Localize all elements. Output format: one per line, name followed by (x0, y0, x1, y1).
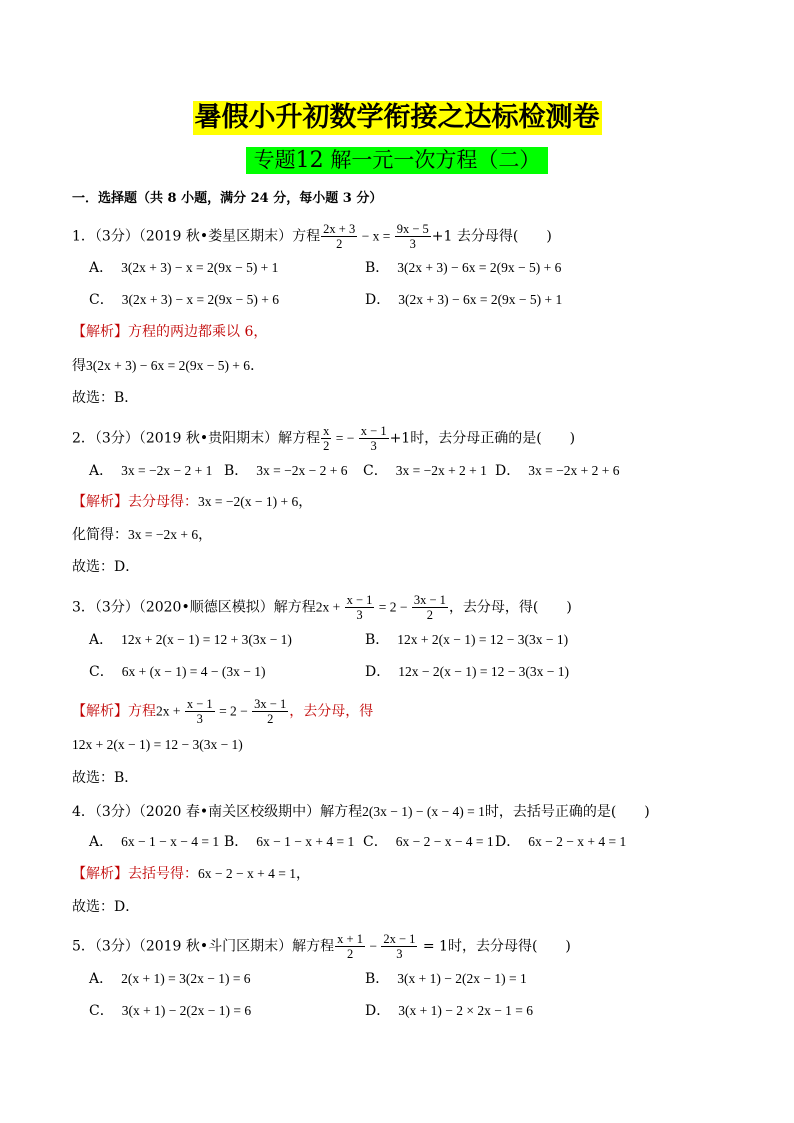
section-heading: 一．选择题（共 8 小题，满分 24 分，每小题 3 分） (72, 191, 383, 206)
q5-option-a: A． 2(x + 1) = 3(2x − 1) = 6 (89, 971, 251, 987)
q4-option-b: B． 6x − 1 − x + 4 = 1 (224, 834, 355, 850)
q5-option-d: D． 3(x + 1) − 2 × 2x − 1 = 6 (365, 1003, 534, 1019)
question-3: 3．（3分）（2020•顺德区模拟）解方程2x + $\frac{x - 1}{3}$ = 2 − $\frac{3x - 1}{2}$ ，去分母，得( ) (72, 593, 572, 622)
fraction: $\frac{2x + 3}{2}$ (323, 222, 356, 251)
q2-analysis-line2: 化简得：3x = −2x + 6， (72, 527, 213, 543)
question-4: 4．（3分）（2020 春•南关区校级期中）解方程2(3x − 1) − (x − 4) = 1时，去括号正确的是( ) (72, 804, 650, 820)
page-subtitle: 专题12 解一元一次方程（二） (246, 147, 549, 174)
q1-option-c: C． 3(2x + 3) − x = 2(9x − 5) + 6 (89, 292, 280, 308)
fraction: $\frac{3x - 1}{2}$ (254, 697, 287, 726)
q3-option-a: A． 12x + 2(x − 1) = 12 + 3(3x − 1) (89, 632, 292, 648)
q4-option-d: D． 6x − 2 − x + 4 = 1 (495, 834, 627, 850)
q5-option-b: B． 3(x + 1) − 2(2x − 1) = 1 (365, 971, 527, 987)
question-1: 1．（3分）（2019 秋•娄星区期末）方程 $\frac{2x + 3}{2}$ − x = $\frac{9x - 5}{3}$ +1 去分母得( ) (72, 222, 552, 251)
question-2: 2．（3分）（2019 秋•贵阳期末）解方程 $\frac{x}{2}$ = − $\frac{x - 1}{3}$ +1时，去分母正确的是( ) (72, 424, 576, 453)
q2-option-c: C． 3x = −2x + 2 + 1 (363, 463, 487, 479)
q2-answer: 故选：D． (72, 559, 140, 575)
page-title: 暑假小升初数学衔接之达标检测卷 (194, 102, 600, 133)
fraction: $\frac{x - 1}{3}$ (186, 697, 213, 726)
fraction: $\frac{x - 1}{3}$ (346, 593, 373, 622)
fraction: $\frac{9x - 5}{3}$ (396, 222, 429, 251)
q3-analysis-line2: 12x + 2(x − 1) = 12 − 3(3x − 1) (72, 737, 243, 752)
q4-analysis: 【解析】去括号得：6x − 2 − x + 4 = 1， (72, 866, 310, 882)
q2-analysis: 【解析】去分母得：3x = −2(x − 1) + 6， (72, 494, 313, 510)
q3-option-c: C． 6x + (x − 1) = 4 − (3x − 1) (89, 664, 266, 680)
q2-option-a: A． 3x = −2x − 2 + 1 (89, 463, 213, 479)
fraction: $\frac{x + 1}{2}$ (337, 932, 363, 961)
q1-analysis: 【解析】方程的两边都乘以 6， (72, 324, 268, 340)
q1-answer: 故选：B． (72, 390, 139, 406)
q1-analysis-line2: 得3(2x + 3) − 6x = 2(9x − 5) + 6． (72, 358, 265, 374)
q3-option-b: B． 12x + 2(x − 1) = 12 − 3(3x − 1) (365, 632, 569, 648)
q4-option-c: C． 6x − 2 − x − 4 = 1 (363, 834, 494, 850)
fraction: $\frac{x - 1}{3}$ (360, 424, 387, 453)
fraction: $\frac{x}{2}$ (323, 424, 330, 453)
fraction: $\frac{2x - 1}{3}$ (383, 932, 416, 961)
q1-option-a: A． 3(2x + 3) − x = 2(9x − 5) + 1 (89, 260, 279, 276)
q4-option-a: A． 6x − 1 − x − 4 = 1 (89, 834, 220, 850)
q2-option-b: B． 3x = −2x − 2 + 6 (224, 463, 348, 479)
q5-option-c: C． 3(x + 1) − 2(2x − 1) = 6 (89, 1003, 252, 1019)
q3-option-d: D． 12x − 2(x − 1) = 12 − 3(3x − 1) (365, 664, 570, 680)
q3-answer: 故选：B． (72, 770, 139, 786)
q4-answer: 故选：D． (72, 899, 140, 915)
q2-option-d: D． 3x = −2x + 2 + 6 (495, 463, 620, 479)
q1-option-d: D． 3(2x + 3) − 6x = 2(9x − 5) + 1 (365, 292, 563, 308)
q1-option-b: B． 3(2x + 3) − 6x = 2(9x − 5) + 6 (365, 260, 562, 276)
fraction: $\frac{3x - 1}{2}$ (413, 593, 446, 622)
question-5: 5．（3分）（2019 秋•斗门区期末）解方程 $\frac{x + 1}{2}$ − $\frac{2x - 1}{3}$ = 1时，去分母得( ) (72, 932, 571, 961)
q3-analysis: 【解析】方程2x + $\frac{x - 1}{3}$ = 2 − $\frac{3x - 1}{2}$ ，去分母，得 (72, 697, 374, 726)
